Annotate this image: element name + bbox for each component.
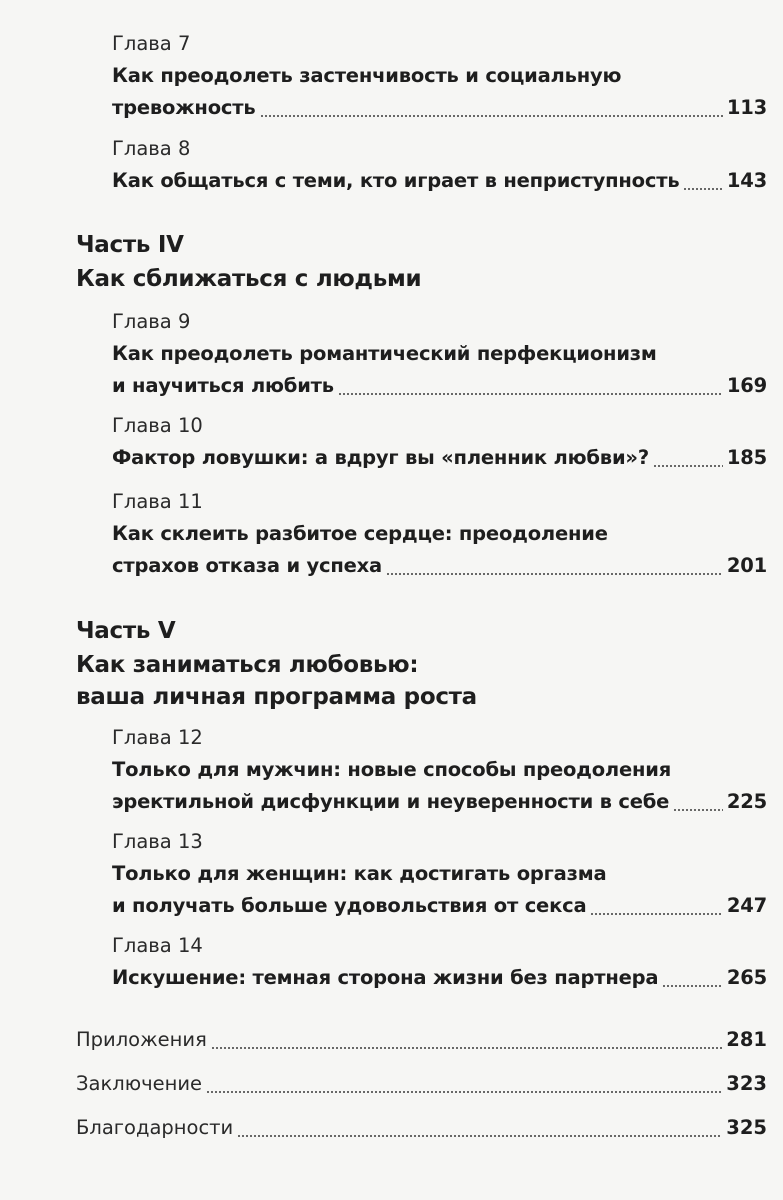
dot-leader (590, 913, 722, 915)
chapter-number: Глава 7 (112, 32, 191, 55)
page-number: 265 (726, 966, 767, 989)
chapter-title-line: Только для женщин: как достигать оргазма (112, 862, 607, 885)
toc-chapter-12[interactable] (112, 722, 767, 818)
chapter-title-line: тревожность (112, 96, 256, 119)
chapter-title-line: эректильной дисфункции и неуверенности в себе (112, 790, 670, 813)
part-5-label: Часть V (76, 618, 176, 644)
toc-chapter-7[interactable] (112, 28, 767, 124)
page-number: 201 (726, 554, 767, 577)
part-5-title-line-2: ваша личная программа роста (76, 684, 477, 710)
toc-appendix[interactable] (76, 1024, 767, 1056)
dot-leader (662, 985, 723, 987)
dot-leader (338, 393, 723, 395)
dot-leader (237, 1135, 722, 1137)
chapter-number: Глава 8 (112, 137, 191, 160)
page-number: 185 (726, 446, 767, 469)
chapter-title-line: страхов отказа и успеха (112, 554, 383, 577)
page-number: 169 (726, 374, 767, 397)
chapter-number: Глава 10 (112, 414, 203, 437)
toc-chapter-9[interactable] (112, 306, 767, 402)
dot-leader (206, 1091, 722, 1093)
chapter-title-line: Как преодолеть романтический перфекционизм (112, 342, 657, 365)
chapter-title-line: Фактор ловушки: а вдруг вы «пленник любви»? (112, 446, 649, 469)
dot-leader (211, 1047, 722, 1049)
page-number: 113 (726, 96, 767, 119)
page-number: 247 (726, 894, 767, 917)
chapter-number: Глава 12 (112, 726, 203, 749)
toc-chapter-13[interactable] (112, 826, 767, 922)
dot-leader (260, 115, 723, 117)
toc-conclusion[interactable] (76, 1068, 767, 1100)
part-5-title-line-1: Как заниматься любовью: (76, 652, 419, 678)
page-number: 323 (726, 1072, 767, 1095)
part-4-title: Как сближаться с людьми (76, 266, 422, 292)
dot-leader (683, 188, 722, 190)
chapter-title-line: и научиться любить (112, 374, 334, 397)
back-matter-label: Приложения (76, 1028, 207, 1051)
toc-chapter-14[interactable] (112, 930, 767, 994)
dot-leader (653, 465, 723, 467)
page-number: 143 (726, 169, 767, 192)
chapter-number: Глава 9 (112, 310, 191, 333)
chapter-title-line: Как преодолеть застенчивость и социальную (112, 64, 622, 87)
chapter-title-line: Как общаться с теми, кто играет в неприступность (112, 169, 680, 192)
part-4-label: Часть IV (76, 232, 184, 258)
back-matter-label: Благодарности (76, 1116, 234, 1139)
chapter-number: Глава 13 (112, 830, 203, 853)
chapter-number: Глава 14 (112, 934, 203, 957)
chapter-title-line: Как склеить разбитое сердце: преодоление (112, 522, 608, 545)
toc-chapter-11[interactable] (112, 486, 767, 582)
toc-chapter-10[interactable] (112, 410, 767, 474)
chapter-title-line: Только для мужчин: новые способы преодоления (112, 758, 672, 781)
chapter-number: Глава 11 (112, 490, 203, 513)
toc-acknowledgements[interactable] (76, 1112, 767, 1144)
chapter-title-line: Искушение: темная сторона жизни без партнера (112, 966, 659, 989)
chapter-title-line: и получать больше удовольствия от секса (112, 894, 587, 917)
dot-leader (386, 573, 723, 575)
page-number: 281 (726, 1028, 767, 1051)
back-matter-label: Заключение (76, 1072, 203, 1095)
page-number: 225 (726, 790, 767, 813)
dot-leader (673, 809, 723, 811)
toc-chapter-8[interactable] (112, 133, 767, 197)
page-number: 325 (726, 1116, 767, 1139)
